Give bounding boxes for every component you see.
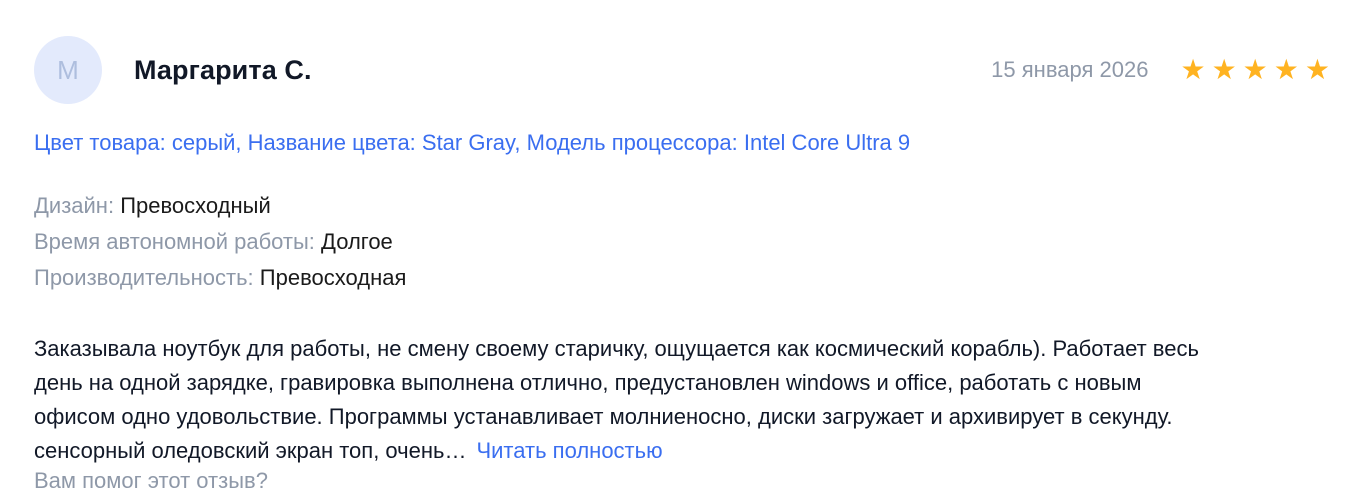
review-body-text: Заказывала ноутбук для работы, не смену своему старичку, ощущается как космический корабль). Работает весь день на одной зарядке, гравировка выполнена отлично, предустановлен windows и office, работать с новым офисом одно удовольствие. Программы устанавливает молниеносно, диски загружает и архивирует в секунду. сенсорный оледовский экран топ, очень… [34, 336, 1199, 463]
attribute-label: Производительность: [34, 265, 254, 290]
star-icon: ★ [1211, 54, 1237, 85]
review-variant-link[interactable]: Цвет товара: серый, Название цвета: Star Gray, Модель процессора: Intel Core Ultra 9 [34, 130, 911, 155]
avatar: M [34, 36, 102, 104]
review-author-name: Маргарита С. [134, 54, 312, 85]
attribute-label: Время автономной работы: [34, 229, 315, 254]
attribute-row [34, 224, 1332, 260]
review-attributes [34, 188, 1332, 296]
attribute-label: Дизайн: [34, 193, 115, 218]
attribute-value: Долгое [321, 229, 393, 254]
star-icon: ★ [1180, 54, 1206, 85]
attribute-value: Превосходный [120, 193, 271, 218]
read-more-link[interactable]: Читать полностью [476, 438, 663, 463]
review-header [34, 28, 1332, 112]
review-date: 15 января 2026 [991, 57, 1149, 82]
review-body [34, 332, 1224, 468]
star-icon: ★ [1242, 54, 1268, 85]
attribute-row [34, 188, 1332, 224]
star-icon: ★ [1304, 54, 1330, 85]
helpful-question: Вам помог этот отзыв? [34, 468, 268, 493]
attribute-row [34, 260, 1332, 296]
rating-stars [1180, 56, 1330, 84]
attribute-value: Превосходная [259, 265, 407, 290]
star-icon: ★ [1273, 54, 1299, 85]
